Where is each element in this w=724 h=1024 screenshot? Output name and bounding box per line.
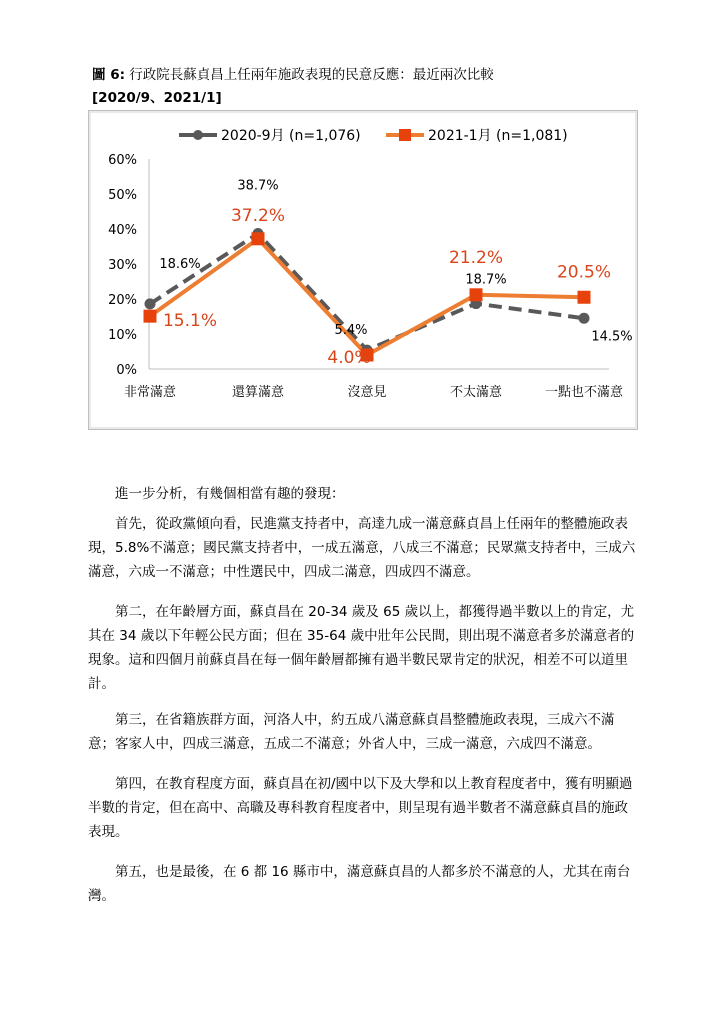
series-2021-data-label: 4.0%: [327, 348, 371, 368]
paragraph-3-text: 第三，在省籍族群方面，河洛人中，約五成八滿意蘇貞昌整體施政表現，三成六不滿意；客家人中，四成三滿意，五成二不滿意；外省人中，三成一滿意，六成四不滿意。: [88, 712, 615, 752]
x-tick-label: 非常滿意: [123, 385, 177, 400]
series-2021-data-label: 21.2%: [448, 247, 504, 268]
legend-2020-label: 2020-9月 (n=1,076): [221, 128, 361, 144]
series-2021-data-label: 20.5%: [556, 262, 612, 283]
figure-title: 行政院長蘇貞昌上任兩年施政表現的民意反應：最近兩次比較: [129, 67, 494, 83]
x-tick-label: 不太滿意: [449, 385, 503, 400]
series-2021-point: [470, 288, 483, 301]
series-2021-point: [578, 291, 591, 304]
chart-container: [88, 110, 638, 430]
paragraph-1: [88, 512, 640, 584]
series-2020-data-label: 5.4%: [334, 323, 368, 339]
paragraph-intro-text: 進一步分析，有幾個相當有趣的發現：: [115, 486, 345, 502]
series-2020-point: [579, 313, 590, 324]
y-tick-label: 60%: [108, 153, 137, 168]
paragraph-5: [88, 860, 640, 908]
series-2020-data-label: 18.6%: [159, 256, 201, 272]
x-tick-label: 還算滿意: [231, 385, 285, 400]
series-2021-data-label: 37.2%: [230, 205, 286, 226]
legend-2020-swatch-marker: [193, 130, 203, 140]
series-2020-point: [145, 298, 156, 309]
x-tick-label: 沒意見: [347, 385, 387, 400]
y-tick-label: 20%: [108, 293, 137, 308]
series-2020-data-label: 38.7%: [237, 178, 279, 194]
line-chart: [89, 111, 637, 429]
series-2021-point: [144, 310, 157, 323]
paragraph-1-text: 首先，從政黨傾向看，民進黨支持者中，高達九成一滿意蘇貞昌上任兩年的整體施政表現，5.8%不滿意；國民黨支持者中，一成五滿意，八成三不滿意；民眾黨支持者中，三成六滿意，六成一不滿意；中性選民中，四成二滿意，四成四不滿意。: [88, 516, 636, 580]
paragraph-2: [88, 600, 640, 696]
paragraph-intro: [88, 482, 640, 506]
paragraph-4: [88, 772, 640, 844]
y-tick-label: 30%: [108, 258, 137, 273]
y-tick-label: 10%: [108, 328, 137, 343]
legend-2021-label: 2021-1月 (n=1,081): [428, 128, 568, 144]
paragraph-2-text: 第二，在年齡層方面，蘇貞昌在 20-34 歲及 65 歲以上，都獲得過半數以上的肯定，尤其在 34 歲以下年輕公民方面；但在 35-64 歲中壯年公民間，則出現不滿意者多於滿意者的現象。這和四個月前蘇貞昌在每一個年齡層都擁有過半數民眾肯定的狀況，相差不可以道里計。: [88, 604, 635, 692]
paragraph-5-text: 第五，也是最後，在 6 都 16 縣市中，滿意蘇貞昌的人都多於不滿意的人，尤其在南台灣。: [88, 864, 631, 904]
series-2020-data-label: 14.5%: [591, 329, 633, 345]
figure-label: 圖 6:: [92, 67, 125, 83]
legend-2021-swatch-marker: [399, 129, 411, 141]
y-tick-label: 40%: [108, 223, 137, 238]
figure-date-range: [2020/9、2021/1]: [92, 90, 222, 106]
series-2020-data-label: 18.7%: [465, 272, 507, 288]
y-tick-label: 0%: [116, 363, 137, 378]
y-tick-label: 50%: [108, 188, 137, 203]
figure-caption: [92, 64, 652, 86]
x-tick-label: 一點也不滿意: [544, 385, 624, 400]
paragraph-3: [88, 708, 640, 756]
series-2021-point: [252, 232, 265, 245]
paragraph-4-text: 第四，在教育程度方面，蘇貞昌在初/國中以下及大學和以上教育程度者中，獲有明顯過半數的肯定，但在高中、高職及專科教育程度者中，則呈現有過半數者不滿意蘇貞昌的施政表現。: [88, 776, 633, 840]
series-2021-data-label: 15.1%: [162, 311, 218, 332]
